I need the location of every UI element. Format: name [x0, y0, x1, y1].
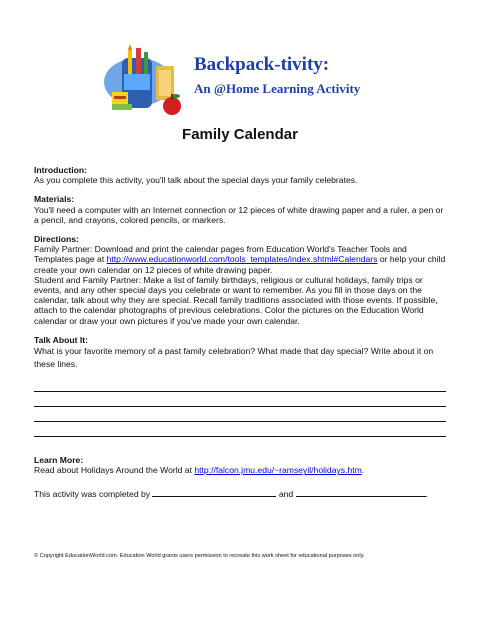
introduction-text: As you complete this activity, you'll talk about the special days your family celebrates. [34, 175, 358, 186]
learn-more-heading: Learn More: [34, 455, 84, 466]
introduction-heading: Introduction: [34, 165, 87, 175]
directions-text-before-link: Family Partner: Download and print the calendar pages from Education World's Teacher Tools and Templates page at [34, 244, 407, 265]
talk-about-section [34, 335, 446, 437]
materials-heading: Materials: [34, 194, 75, 205]
completed-by-name-blank-2[interactable] [296, 487, 428, 500]
talk-about-text: What is your favorite memory of a past family celebration? What made that day special? Write about it on these lines. [34, 346, 434, 370]
directions-text-after-link: or help your child create your own calendar on 12 pieces of white drawing paper. [34, 254, 446, 275]
directions-paragraph-2: Student and Family Partner: Make a list of family birthdays, religious or cultural holidays, family trips or events, and any other special days you celebrate or want to remember. As you fill in those days on the calendar, talk about why they are special. Recall family traditions associated with those events. If possible, attach to the calendar photographs of previous celebrations. Color the pictures on the Education World calendar or draw your own pictures if you've made your own calendar. [34, 274, 438, 326]
directions-heading: Directions: [34, 234, 79, 245]
answer-line[interactable] [34, 407, 446, 422]
answer-line[interactable] [34, 422, 446, 437]
completed-by-name-blank-1[interactable] [152, 487, 276, 497]
talk-about-heading: Talk About It: [34, 334, 88, 345]
completed-by-and: and [278, 489, 294, 500]
completed-by-line [34, 487, 446, 499]
directions-paragraph-1 [34, 244, 446, 275]
backpack-clipart-icon [98, 40, 190, 120]
completed-by-label: This activity was completed by [34, 489, 151, 500]
answer-lines [34, 377, 446, 437]
page-title: Family Calendar [182, 126, 298, 143]
materials-section [34, 194, 446, 225]
completed-by-period: . [425, 489, 428, 500]
brand-title: Backpack-tivity: [194, 54, 330, 75]
learn-more-text-before-link: Read about Holidays Around the World at [34, 465, 195, 476]
answer-line[interactable] [34, 377, 446, 392]
holidays-link[interactable]: http://falcon.jmu.edu/~ramseyil/holidays.htm [194, 465, 362, 476]
calendar-templates-link[interactable]: http://www.educationworld.com/tools_templates/index.shtml#Calendars [106, 254, 378, 265]
header [98, 40, 398, 120]
worksheet-content [34, 165, 446, 509]
directions-section [34, 234, 446, 326]
introduction-section [34, 165, 446, 185]
learn-more-text [34, 465, 446, 475]
materials-text: You'll need a computer with an Internet connection or 12 pieces of white drawing paper and a ruler, a pen or a pencil, and crayons, colored pencils, or markers. [34, 204, 444, 225]
copyright-footer: © Copyright EducationWorld.com. Education World grants users permission to recreate this work sheet for educational purposes only. [34, 553, 365, 559]
learn-more-section [34, 455, 446, 475]
answer-line[interactable] [34, 392, 446, 407]
learn-more-text-after-link: . [361, 465, 365, 476]
brand-subtitle: An @Home Learning Activity [194, 81, 361, 96]
